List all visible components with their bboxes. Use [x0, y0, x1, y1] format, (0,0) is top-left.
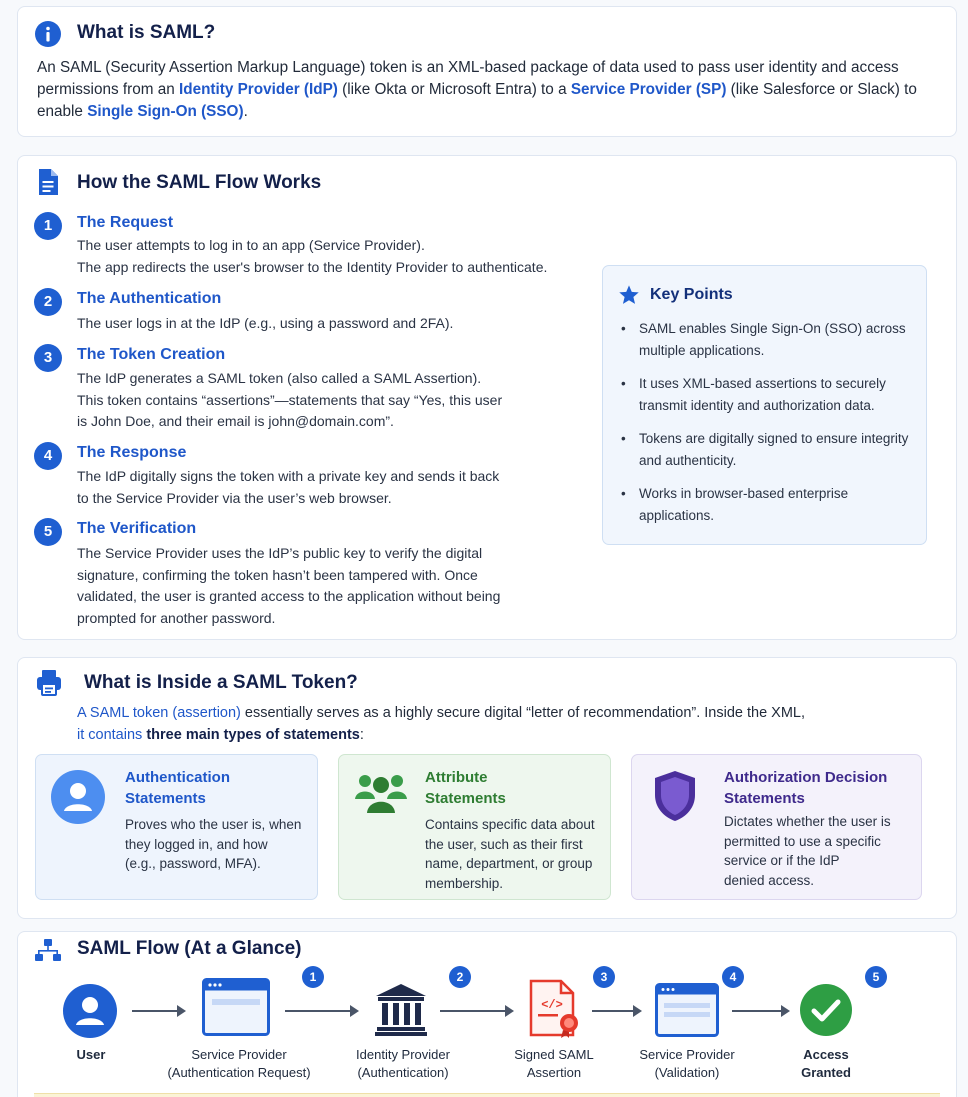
group-users-icon — [353, 769, 409, 815]
flow-arrow — [732, 1010, 788, 1012]
key-point-item: • Works in browser-based enterprise applications. — [621, 483, 921, 526]
idp-term: Identity Provider (IdP) — [178, 81, 338, 98]
info-icon — [34, 20, 62, 48]
stmt-body-attribute: Contains specific data about the user, such as their first name, department, or group membership. — [425, 817, 595, 891]
step-title-request: The Request — [77, 214, 174, 231]
flow-step-badge-2: 2 — [449, 966, 471, 988]
key-point-item: • SAML enables Single Sign-On (SSO) across multiple applications. — [621, 318, 921, 361]
flow-label-user: User — [76, 1047, 106, 1062]
step-number-2: 2 — [34, 288, 62, 316]
key-points-list — [621, 318, 921, 538]
step-number-4: 4 — [34, 442, 62, 470]
flow-step-badge-3: 3 — [593, 966, 615, 988]
checkmark-icon — [799, 983, 853, 1037]
step-body-request: The user attempts to log in to an app (Service Provider). The app redirects the user's browser to the Identity Provider to authenticate. — [77, 237, 548, 275]
star-icon — [618, 284, 640, 306]
step-number-3: 3 — [34, 344, 62, 372]
key-point-item: • Tokens are digitally signed to ensure integrity and authenticity. — [621, 428, 921, 471]
browser-window-icon — [202, 978, 270, 1036]
saml-definition: An SAML (Security Assertion Markup Language) token is an XML-based package of data used to pass user identity and access permissions from an Identity Provider (IdP) (like Okta or Microsoft Entra) to a Service Provider (SP) (like Salesforce or Slack) to enable Single Sign-On (SSO). — [37, 59, 917, 120]
bank-building-icon — [374, 982, 428, 1036]
step-title-verification: The Verification — [77, 520, 197, 537]
flow-label-idp: Identity Provider (Authentication) — [356, 1047, 450, 1080]
flow-arrow — [592, 1010, 640, 1012]
flow-arrow — [132, 1010, 184, 1012]
flow-label-sp-validation: Service Provider (Validation) — [639, 1047, 735, 1080]
section-title-what-is-saml: What is SAML? — [77, 22, 216, 43]
section-title-flow-glance: SAML Flow (At a Glance) — [77, 938, 302, 959]
key-points-panel — [602, 265, 927, 545]
note-banner-edge — [34, 1093, 940, 1097]
user-node-icon — [62, 983, 118, 1039]
token-printer-icon — [34, 667, 64, 697]
step-body-authentication: The user logs in at the IdP (e.g., using a password and 2FA). — [77, 315, 454, 331]
document-icon — [37, 168, 59, 196]
flow-label-signed-assertion: Signed SAML Assertion — [514, 1047, 594, 1080]
step-body-token-creation: The IdP generates a SAML token (also called a SAML Assertion). This token contains “assertions”—statements that say “Yes, this user is John Doe, and their email is john@domain.com”. — [77, 370, 503, 429]
step-body-response: The IdP digitally signs the token with a private key and sends it back to the Service Provider via the user’s web browser. — [77, 468, 500, 506]
flow-label-sp-request: Service Provider (Authentication Request) — [167, 1047, 311, 1080]
token-intro: A SAML token (assertion) essentially serves as a highly secure digital “letter of recommendation”. Inside the XML, it contains three main types of statements: — [77, 705, 806, 743]
section-title-inside-token: What is Inside a SAML Token? — [84, 672, 358, 693]
step-number-5: 5 — [34, 518, 62, 546]
flow-step-badge-4: 4 — [722, 966, 744, 988]
flow-label-access-granted: Access Granted — [801, 1047, 851, 1080]
stmt-body-authentication: Proves who the user is, when they logged in, and how (e.g., password, MFA). — [125, 817, 302, 871]
hierarchy-icon — [35, 938, 61, 962]
user-avatar-icon — [50, 769, 106, 825]
sso-term: Single Sign-On (SSO) — [87, 103, 244, 120]
key-points-title: Key Points — [650, 286, 733, 303]
step-title-authentication: The Authentication — [77, 290, 222, 307]
flow-arrow — [285, 1010, 357, 1012]
flow-step-badge-5: 5 — [865, 966, 887, 988]
flow-step-badge-1: 1 — [302, 966, 324, 988]
step-body-verification: The Service Provider uses the IdP’s public key to verify the digital signature, confirming the token hasn’t been tampered with. Once validated, the user is granted access to the application without being prompted for another password. — [77, 545, 501, 626]
step-title-token-creation: The Token Creation — [77, 346, 226, 363]
step-number-1: 1 — [34, 212, 62, 240]
authentication-statements-card — [35, 754, 318, 900]
flow-arrow — [440, 1010, 512, 1012]
signed-certificate-icon — [527, 979, 583, 1039]
stmt-title-authorization: Authorization Decision Statements — [724, 769, 888, 807]
section-title-how-flow-works: How the SAML Flow Works — [77, 172, 322, 193]
stmt-title-attribute: Attribute Statements — [425, 769, 506, 807]
stmt-title-authentication: Authentication Statements — [125, 769, 230, 807]
stmt-body-authorization: Dictates whether the user is permitted to use a specific service or if the IdP denied access. — [724, 814, 891, 888]
svg-text:</>: </> — [541, 998, 563, 1012]
step-title-response: The Response — [77, 444, 187, 461]
authorization-decision-statements-card — [631, 754, 922, 900]
key-point-item: • It uses XML-based assertions to securely transmit identity and authorization data. — [621, 373, 921, 416]
attribute-statements-card — [338, 754, 611, 900]
sp-term: Service Provider (SP) — [570, 81, 727, 98]
browser-validation-icon — [655, 983, 719, 1037]
shield-icon — [652, 769, 698, 823]
